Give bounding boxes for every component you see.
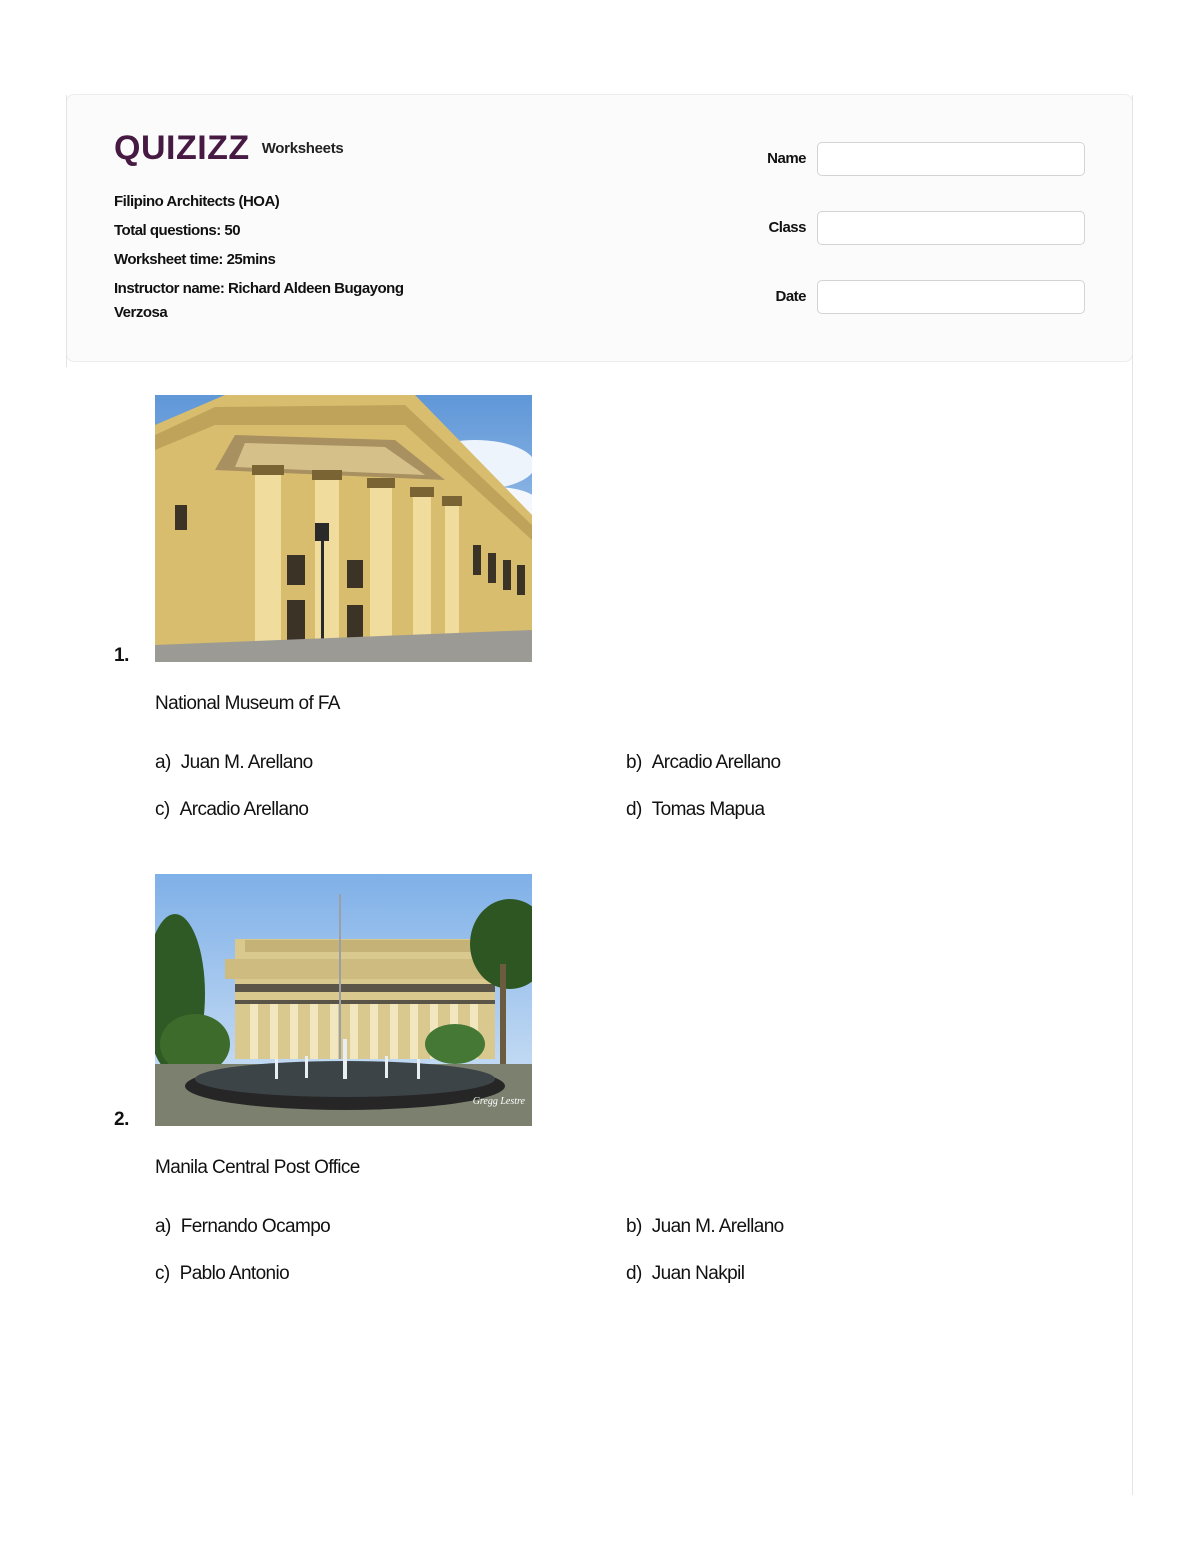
question-2-number: 2. bbox=[114, 1109, 129, 1130]
class-field[interactable] bbox=[817, 211, 1085, 245]
option-text: Fernando Ocampo bbox=[180, 1216, 331, 1237]
option-letter: a) bbox=[155, 1216, 171, 1237]
instructor-name bbox=[114, 279, 454, 323]
worksheet-title: Filipino Architects (HOA) bbox=[114, 193, 280, 210]
option-text: Arcadio Arellano bbox=[651, 752, 781, 773]
option-letter: b) bbox=[626, 1216, 642, 1237]
question-2-option-b bbox=[626, 1216, 784, 1238]
option-letter: d) bbox=[626, 799, 642, 820]
question-2-text: Manila Central Post Office bbox=[155, 1157, 360, 1178]
option-letter: c) bbox=[155, 1263, 170, 1284]
question-2-image bbox=[155, 874, 532, 1126]
class-label: Class bbox=[768, 219, 806, 236]
question-1-image bbox=[155, 395, 532, 662]
option-text: Pablo Antonio bbox=[179, 1263, 290, 1284]
option-letter: d) bbox=[626, 1263, 642, 1284]
option-letter: b) bbox=[626, 752, 642, 773]
question-1-option-b bbox=[626, 752, 780, 774]
question-2-option-c bbox=[155, 1263, 289, 1285]
option-text: Tomas Mapua bbox=[651, 799, 765, 820]
question-1-option-c bbox=[155, 799, 308, 821]
option-text: Arcadio Arellano bbox=[179, 799, 309, 820]
worksheet-info bbox=[114, 192, 454, 323]
option-text: Juan M. Arellano bbox=[180, 752, 313, 773]
date-label: Date bbox=[775, 288, 806, 305]
quizizz-logo bbox=[114, 128, 343, 168]
total-questions: Total questions: 50 bbox=[114, 222, 241, 239]
question-1-number: 1. bbox=[114, 645, 129, 666]
instructor-name-line2: Verzosa bbox=[114, 304, 168, 321]
option-text: Juan Nakpil bbox=[651, 1263, 745, 1284]
name-label: Name bbox=[767, 150, 806, 167]
logo-subtitle: Worksheets bbox=[261, 139, 344, 157]
question-2-option-a bbox=[155, 1216, 330, 1238]
date-field[interactable] bbox=[817, 280, 1085, 314]
question-1-text: National Museum of FA bbox=[155, 693, 340, 714]
sheet-border-left bbox=[66, 95, 67, 367]
question-2-option-d bbox=[626, 1263, 744, 1285]
question-1-option-a bbox=[155, 752, 313, 774]
option-text: Juan M. Arellano bbox=[651, 1216, 784, 1237]
instructor-name-line1: Instructor name: Richard Aldeen Bugayong bbox=[114, 280, 404, 297]
logo-wordmark: QUIZIZZ bbox=[114, 129, 250, 167]
image-watermark: Gregg Lestre bbox=[472, 1096, 525, 1107]
sheet-border-right bbox=[1132, 95, 1133, 1495]
question-1-option-d bbox=[626, 799, 764, 821]
option-letter: a) bbox=[155, 752, 171, 773]
option-letter: c) bbox=[155, 799, 170, 820]
name-field[interactable] bbox=[817, 142, 1085, 176]
worksheet-time: Worksheet time: 25mins bbox=[114, 251, 276, 268]
